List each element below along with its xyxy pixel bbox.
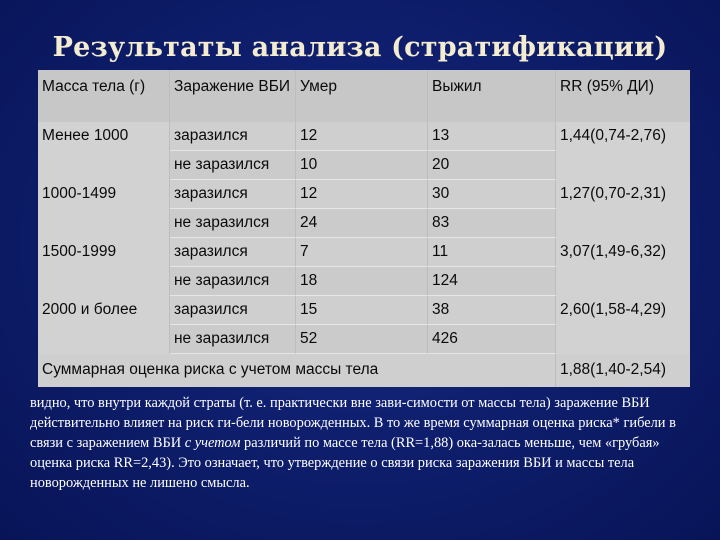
table-header-row [38, 70, 690, 122]
survived-cell: 30 [428, 180, 556, 209]
table-row [38, 238, 690, 267]
summary-rr: 1,88(1,40-2,54) [556, 354, 690, 387]
survived-cell: 20 [428, 151, 556, 180]
died-cell: 12 [296, 180, 428, 209]
mass-cell-empty [38, 151, 170, 180]
mass-cell: 1500-1999 [38, 238, 170, 267]
status-cell: заразился [170, 296, 296, 325]
table-row [38, 180, 690, 209]
status-cell: не заразился [170, 325, 296, 354]
died-cell: 52 [296, 325, 428, 354]
table-row [38, 209, 690, 238]
header-survived: Выжил [428, 70, 556, 122]
died-cell: 15 [296, 296, 428, 325]
status-cell: не заразился [170, 151, 296, 180]
stratification-table [38, 70, 690, 387]
survived-cell: 426 [428, 325, 556, 354]
rr-cell: 3,07(1,49-6,32) [556, 238, 690, 267]
footnote-part2: различий по массе тела (RR=1,88) ока-залась меньше, чем «грубая» оценка риска RR=2,43). Это означает, что утверждение о связи риска заражения ВБИ и массы тела новорожденных не лишено смысла. [30, 435, 660, 491]
header-died: Умер [296, 70, 428, 122]
died-cell: 12 [296, 122, 428, 151]
survived-cell: 124 [428, 267, 556, 296]
mass-cell: 2000 и более [38, 296, 170, 325]
rr-cell: 1,44(0,74-2,76) [556, 122, 690, 151]
died-cell: 24 [296, 209, 428, 238]
header-mass: Масса тела (г) [38, 70, 170, 122]
mass-cell-empty [38, 267, 170, 296]
survived-cell: 38 [428, 296, 556, 325]
footnote-part1: видно, что внутри каждой страты (т. е. практически вне зави-симости от массы тела) заражение ВБИ действительно влияет на риск ги-бели новорожденных. В то же время суммарная оценка риска* гибели в связи с заражением ВБИ [30, 395, 676, 451]
status-cell: заразился [170, 238, 296, 267]
status-cell: заразился [170, 122, 296, 151]
rr-cell-empty [556, 267, 690, 296]
table-row [38, 296, 690, 325]
rr-cell-empty [556, 151, 690, 180]
footnote-text [30, 393, 702, 493]
slide-title: Результаты анализа (стратификации) [52, 32, 668, 63]
died-cell: 7 [296, 238, 428, 267]
status-cell: не заразился [170, 267, 296, 296]
table-row [38, 325, 690, 354]
mass-cell: 1000-1499 [38, 180, 170, 209]
footnote-italic: с учетом [184, 435, 241, 451]
table-row [38, 122, 690, 151]
mass-cell: Менее 1000 [38, 122, 170, 151]
rr-cell-empty [556, 209, 690, 238]
survived-cell: 13 [428, 122, 556, 151]
status-cell: заразился [170, 180, 296, 209]
header-rr: RR (95% ДИ) [556, 70, 690, 122]
rr-cell: 1,27(0,70-2,31) [556, 180, 690, 209]
survived-cell: 11 [428, 238, 556, 267]
survived-cell: 83 [428, 209, 556, 238]
status-cell: не заразился [170, 209, 296, 238]
rr-cell: 2,60(1,58-4,29) [556, 296, 690, 325]
mass-cell-empty [38, 209, 170, 238]
table-row [38, 151, 690, 180]
mass-cell-empty [38, 325, 170, 354]
table-row [38, 267, 690, 296]
header-infection: Заражение ВБИ [170, 70, 296, 122]
died-cell: 18 [296, 267, 428, 296]
died-cell: 10 [296, 151, 428, 180]
rr-cell-empty [556, 325, 690, 354]
summary-label: Суммарная оценка риска с учетом массы тела [38, 354, 556, 387]
summary-row [38, 354, 690, 387]
